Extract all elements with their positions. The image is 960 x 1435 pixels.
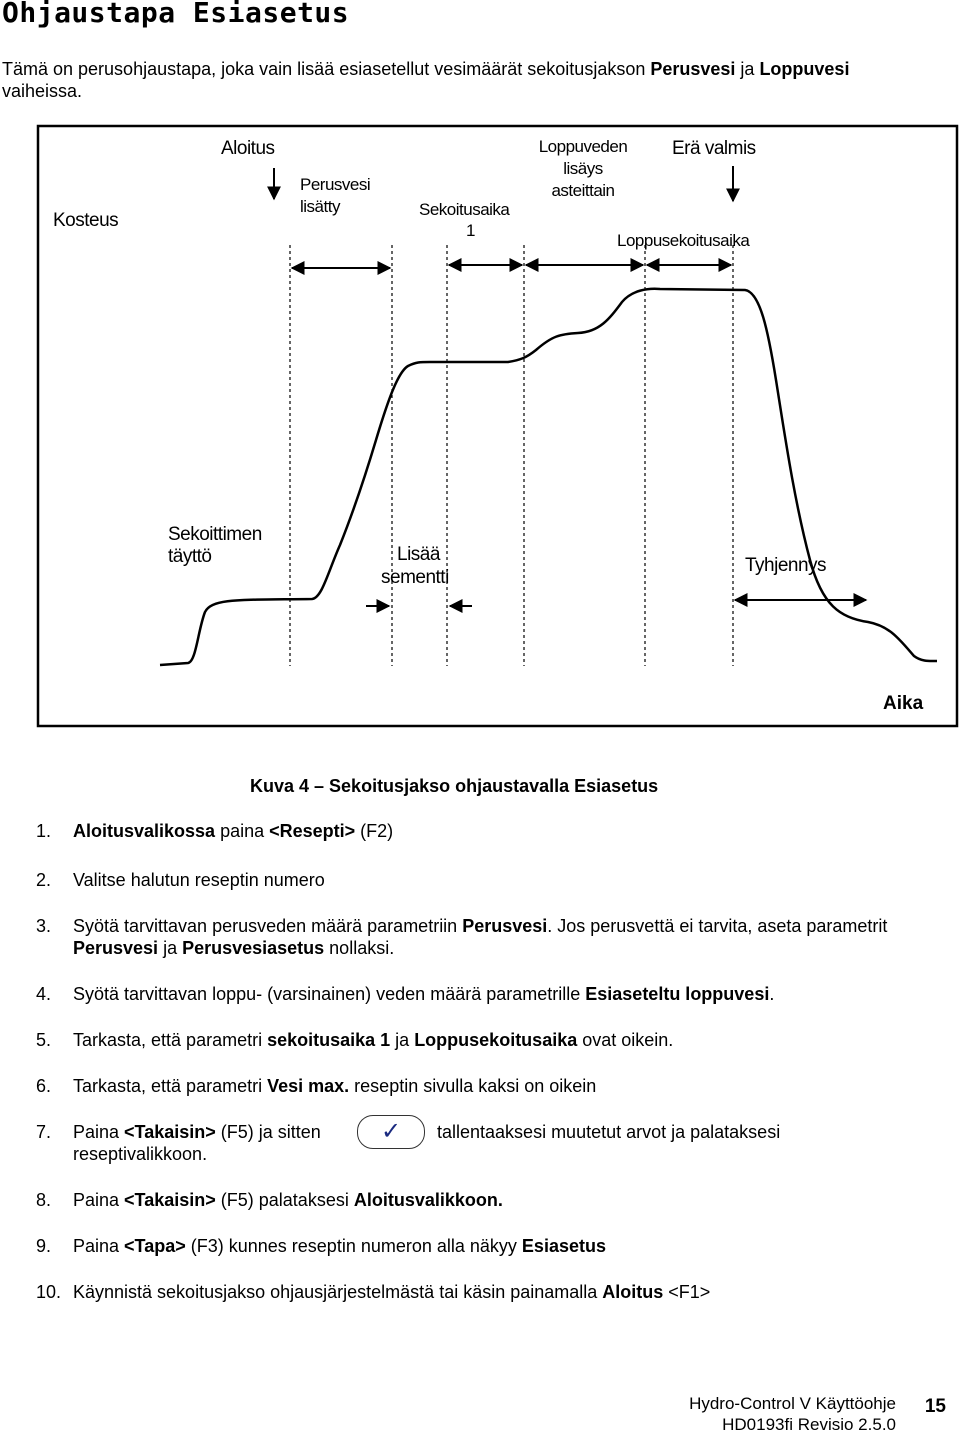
label-loppusekoitusaika: Loppusekoitusaika (617, 231, 750, 250)
step-text (73, 1235, 893, 1257)
step-text-run: Paina (73, 1236, 125, 1256)
step-text-run: (F5) palataksesi (215, 1190, 354, 1210)
step-text (73, 1075, 893, 1097)
step-bold-term: Perusvesi (73, 938, 159, 958)
step-bold-term: sekoitusaika 1 (267, 1030, 391, 1050)
step-text (73, 1118, 402, 1145)
step-text (73, 1029, 893, 1051)
step-text-run: reseptin sivulla kaksi on oikein (349, 1076, 597, 1096)
step-text (73, 820, 893, 842)
x-axis-label: Aika (883, 693, 924, 714)
step-bold-term: Vesi max. (267, 1076, 350, 1096)
step-bold-term: <Tapa> (124, 1236, 186, 1256)
label-loppuveden: Loppuveden (538, 137, 628, 156)
label-perusvesi: Perusvesi (300, 175, 371, 194)
step-text-run: . (769, 984, 775, 1004)
intro-bold-perusvesi: Perusvesi (650, 59, 736, 79)
step-text-run: ja (390, 1030, 415, 1050)
step-bold-term: Loppusekoitusaika (414, 1030, 578, 1050)
step-text-run: tallentaaksesi muutetut arvot ja palataksesi reseptivalikkoon. (73, 1122, 781, 1164)
step-number: 2. (36, 870, 52, 890)
label-sementti: sementti (381, 567, 449, 588)
intro-text: vaiheissa. (2, 81, 83, 101)
label-tyhjennys: Tyhjennys (745, 555, 827, 576)
step-bold-term: Esiasetus (521, 1236, 606, 1256)
phase-guides (290, 245, 733, 666)
step-text-run: (F2) (355, 821, 394, 841)
label-lisatty: lisätty (300, 197, 340, 216)
step-text-run: <F1> (663, 1282, 711, 1302)
step-text-run: ovat oikein. (577, 1030, 674, 1050)
step-number: 1. (36, 821, 52, 841)
step-number: 10. (36, 1282, 62, 1302)
step-number: 4. (36, 984, 52, 1004)
step-bold-term: <Resepti> (269, 821, 356, 841)
step-number: 7. (36, 1122, 52, 1142)
step-text-run: Valitse halutun reseptin numero (73, 870, 325, 890)
step-bold-term: <Takaisin> (124, 1122, 216, 1142)
footer-revision: HD0193fi Revisio 2.5.0 (722, 1415, 896, 1434)
step-text-run: Tarkasta, että parametri (73, 1076, 268, 1096)
page-number: 15 (924, 1396, 946, 1417)
label-aloitus: Aloitus (221, 138, 275, 159)
step-text-run: Paina (73, 1122, 125, 1142)
step-text-run: nollaksi. (324, 938, 395, 958)
step-text (73, 915, 893, 959)
step-text-run: paina (215, 821, 270, 841)
step-text-run: Tarkasta, että parametri (73, 1030, 268, 1050)
step-text-run: (F5) ja sitten (215, 1122, 321, 1142)
step-text (73, 1189, 893, 1211)
footer (689, 1393, 896, 1435)
step-bold-term: Esiaseteltu loppuvesi (585, 984, 770, 1004)
step-number: 5. (36, 1030, 52, 1050)
label-lisays: lisäys (563, 159, 603, 178)
step-bold-term: <Takaisin> (124, 1190, 216, 1210)
step-bold-term: Aloitusvalikossa (73, 821, 216, 841)
step-bold-term: Perusvesiasetus (182, 938, 325, 958)
step-text (73, 869, 893, 891)
intro-text: ja (735, 59, 760, 79)
label-sekoitusaika-num: 1 (466, 221, 476, 240)
label-era-valmis: Erä valmis (672, 138, 756, 159)
confirm-button[interactable] (357, 1115, 425, 1149)
footer-doc-title: Hydro-Control V Käyttöohje (689, 1394, 896, 1413)
step-text (73, 1281, 893, 1303)
step-text-run: ja (158, 938, 183, 958)
step-text-run: Syötä tarvittavan perusveden määrä parametriin (73, 916, 463, 936)
step-number: 6. (36, 1076, 52, 1096)
label-lisaa: Lisää (397, 544, 440, 565)
intro-bold-loppuvesi: Loppuvesi (759, 59, 850, 79)
checkmark-icon: ✓ (380, 1118, 402, 1145)
label-asteittain: asteittain (551, 181, 615, 200)
moisture-curve (160, 289, 937, 665)
label-sekoitusaika: Sekoitusaika (419, 200, 510, 219)
step-number: 9. (36, 1236, 52, 1256)
page-title: Ohjaustapa Esiasetus (2, 0, 350, 29)
label-tayttö: täyttö (168, 546, 212, 567)
step-text-run: Paina (73, 1190, 125, 1210)
step-number: 8. (36, 1190, 52, 1210)
figure-caption: Kuva 4 – Sekoitusjakso ohjaustavalla Esiasetus (250, 776, 659, 796)
intro-text: Tämä on perusohjaustapa, joka vain lisää esiasetellut vesimäärät sekoitusjakson (2, 59, 651, 79)
step-text-run: Syötä tarvittavan loppu- (varsinainen) veden määrä parametrille (73, 984, 586, 1004)
step-bold-term: Aloitusvalikkoon. (353, 1190, 503, 1210)
step-text-run: Käynnistä sekoitusjakso ohjausjärjestelmästä tai käsin painamalla (73, 1282, 603, 1302)
y-axis-label: Kosteus (53, 210, 119, 231)
step-number: 3. (36, 916, 52, 936)
step-bold-term: Perusvesi (462, 916, 548, 936)
step-bold-term: Aloitus (602, 1282, 664, 1302)
label-sekoittimen: Sekoittimen (168, 524, 262, 545)
step-text (73, 983, 893, 1005)
step-text-run: . Jos perusvettä ei tarvita, aseta parametrit (547, 916, 888, 936)
step-text-run: (F3) kunnes reseptin numeron alla näkyy (185, 1236, 522, 1256)
